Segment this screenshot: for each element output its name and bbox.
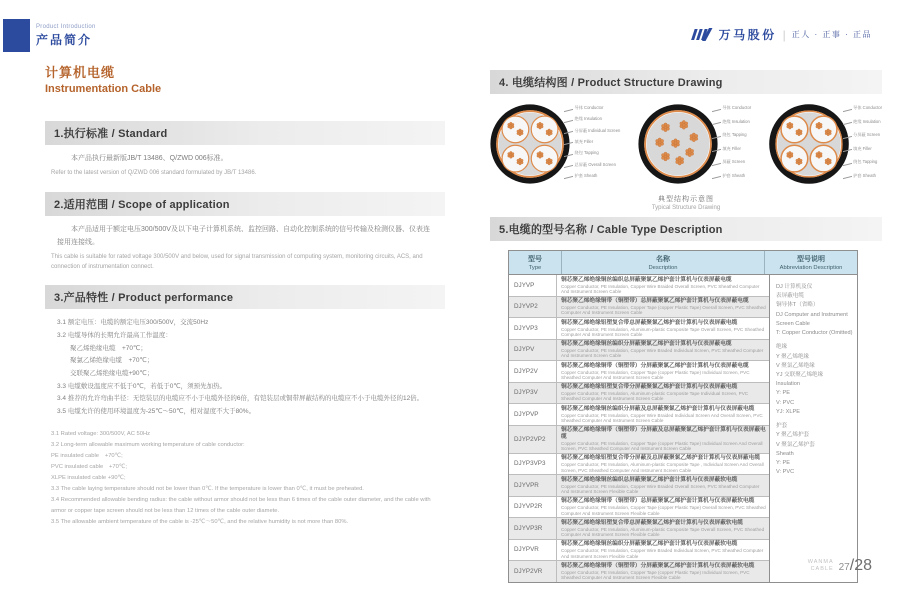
- table-row: [509, 561, 770, 582]
- diagram-caption: [490, 194, 882, 211]
- leader-line: [712, 118, 721, 125]
- wanma-logo-icon: [689, 28, 713, 41]
- diagram-label: 导体 Conductor: [712, 105, 751, 111]
- cable-description-en: Copper Conductor, PE Insulation, Copper Tape (copper Plastic Tape) Individual Screen, PVC Sheathed Computer And Instrument Screen Flexible Cable: [561, 569, 750, 581]
- diagram-label: 总屏蔽 Overall Screen: [564, 162, 620, 168]
- cable-description-zh: 铜芯聚乙烯绝缘铜带（铜塑带）分屏蔽聚氯乙烯护套计算机与仪表屏蔽软电缆: [561, 562, 755, 569]
- cable-description-en: Copper Conductor, PE Insulation, Copper Wire Braided Overall Screen, PVC Sheathed Computer And Instrument Screen Flexible Cable: [561, 483, 760, 495]
- abbreviation-line: Sheath: [776, 450, 794, 457]
- leader-line: [712, 159, 721, 166]
- cable-description-en: Copper Conductor, PE Insulation, Copper Wire Braided Overall Screen, PVC Sheathed Computer And Instrument Screen Cable: [561, 283, 760, 294]
- cable-type-code: DJYP2VP2: [509, 426, 557, 453]
- company-logo: [689, 26, 872, 43]
- abbreviation-line: Y 聚乙烯绝缘: [776, 353, 810, 360]
- diagram-label: 导体 Conductor: [564, 105, 620, 111]
- cable-diagram-multicore: [638, 101, 751, 191]
- performance-item-zh: 3.2 电缆导体的长期允许最高工作温度：: [57, 331, 172, 339]
- leader-line: [712, 172, 721, 179]
- cable-description-zh: 铜芯聚乙烯绝缘铜带（铜塑带）分屏蔽及总屏蔽聚氯乙烯护套计算机与仪表屏蔽电缆: [561, 427, 766, 440]
- leader-line: [564, 116, 573, 123]
- cable-type-code: DJYPV: [509, 340, 557, 361]
- diagram-label: 绕包 Tapping: [843, 159, 882, 165]
- section-heading-performance: 3.产品特性 / Product performance: [45, 285, 445, 309]
- footer-brand-bottom: CABLE: [810, 566, 834, 572]
- table-row: [509, 540, 770, 562]
- cable-type-code: DJYP3VP3: [509, 454, 557, 475]
- performance-item-en: PVC insulated cable +70℃;: [51, 463, 127, 470]
- abbreviation-line: V 聚氯乙烯护套: [776, 441, 815, 448]
- cable-type-code: DJYP3V: [509, 383, 557, 404]
- section-heading-scope: 2.适用范围 / Scope of application: [45, 192, 445, 216]
- performance-item-zh: 3.1 额定电压：电缆的额定电压300/500V，交流50Hz: [57, 319, 209, 327]
- diagram-label: 填充 Filler: [843, 146, 882, 152]
- cable-type-code: DJYP2VR: [509, 561, 557, 582]
- abbreviation-line: 表屏蔽电缆: [776, 293, 804, 300]
- table-row: [509, 454, 770, 476]
- abbreviation-line: Insulation: [776, 381, 800, 388]
- abbreviation-line: V: PVC: [776, 399, 795, 406]
- diagram-caption-zh: 典型结构示意图: [658, 196, 714, 203]
- page-section-header: [36, 24, 96, 48]
- cable-description-cell: [557, 297, 770, 318]
- performance-item-en: 3.4 Recommended allowable bending radius: the cable without armor should not be less than 6 times of the cable outer diameter, and the cable with armor or copper tape screen should not be less than 12 times of the cable outer diamete.: [51, 496, 433, 514]
- cable-type-code: DJYPVR: [509, 540, 557, 561]
- cable-cross-section-icon: [769, 104, 849, 184]
- performance-item-zh: 聚氯乙烯绝缘电缆 +70℃；: [57, 357, 154, 365]
- cable-description-cell: [557, 561, 770, 582]
- logo-separator: |: [782, 27, 786, 42]
- cable-description-zh: 铜芯聚乙烯绝缘铝塑复合带总屏蔽聚氯乙烯护套计算机与仪表屏蔽软电缆: [561, 519, 743, 526]
- leader-line: [843, 172, 852, 179]
- cable-description-cell: [557, 340, 770, 361]
- abbreviation-line: Y 聚乙烯护套: [776, 432, 810, 439]
- abbreviation-line: DJ Computer and Instrument: [776, 311, 848, 318]
- cable-description-en: Copper Conductor, PE Insulation, Aluminum-plastic Composite Tape , Individual Screen And Overall Screen, PVC Sheathed Computer And Instrument Screen Cable: [561, 462, 764, 473]
- cable-type-code: DJYVP3R: [509, 518, 557, 539]
- column-header-abbreviation: [765, 251, 857, 274]
- abbreviation-line: T: Copper Conductor (Omitted): [776, 330, 853, 337]
- abbreviation-line: 绝缘: [776, 344, 788, 351]
- cable-description-en: Copper Conductor, PE Insulation, Aluminum-plastic Composite Tape Individual Screen, PVC Sheathed Computer And Instrument Screen Cable: [561, 391, 749, 402]
- cable-description-cell: [557, 361, 770, 382]
- table-row: [509, 426, 770, 454]
- abbreviation-line: V 聚氯乙烯绝缘: [776, 362, 815, 369]
- cable-type-code: DJYVP: [509, 275, 557, 296]
- diagram-label: 分屏蔽 Screen: [843, 132, 882, 138]
- cable-description-zh: 铜芯聚乙烯绝缘铝塑复合带分屏蔽及总屏蔽聚氯乙烯护套计算机与仪表屏蔽电缆: [561, 455, 761, 462]
- diagram-label: 填充 Filler: [564, 139, 620, 145]
- cable-description-cell: [557, 318, 770, 339]
- cable-type-code: DJYP2V: [509, 361, 557, 382]
- page-footer: [808, 557, 872, 575]
- cable-type-code: DJYPVP: [509, 404, 557, 425]
- diagram-labels: [564, 101, 620, 179]
- performance-item-en: XLPE insulated cable +90℃;: [51, 474, 126, 481]
- performance-item-en: 3.2 Long-term allowable maximum working temperature of cable conductor:: [51, 441, 245, 448]
- footer-brand-top: WANMA: [807, 559, 834, 566]
- section-heading-structure: 4. 电缆结构图 / Product Structure Drawing: [490, 70, 882, 94]
- leader-line: [843, 104, 852, 111]
- leader-line: [843, 159, 852, 166]
- company-name: 万马股份: [718, 28, 777, 42]
- table-row: [509, 518, 770, 540]
- cable-description-cell: [557, 475, 770, 496]
- cable-description-cell: [557, 454, 770, 475]
- cable-description-cell: [557, 497, 770, 518]
- cable-description-zh: 铜芯聚乙烯绝缘铝塑复合带总屏蔽聚氯乙烯护套计算机与仪表屏蔽电缆: [561, 319, 738, 326]
- cable-type-code: DJYVP2R: [509, 497, 557, 518]
- performance-list-zh: [57, 317, 441, 418]
- cable-description-cell: [557, 426, 770, 453]
- corner-brand-square: [3, 19, 30, 52]
- section-title-zh: 产品简介: [36, 33, 93, 47]
- cable-description-zh: 铜芯聚乙烯绝缘铜带（铜塑带）总屏蔽聚氯乙烯护套计算机与仪表屏蔽电缆: [561, 298, 749, 304]
- table-body: [509, 275, 857, 582]
- cable-description-zh: 铜芯聚乙烯绝缘铜丝编织总屏蔽聚氯乙烯护套计算机与仪表屏蔽软电缆: [561, 476, 738, 483]
- column-header-description: [562, 251, 765, 274]
- cable-description-en: Copper Conductor, PE Insulation, Copper Wire Braded Individual Screen, PVC Sheathed Computer And Instrument Screen Cable: [561, 348, 764, 359]
- section-eyebrow: Product Introduction: [36, 24, 96, 30]
- abbreviation-line: V: PVC: [776, 469, 795, 476]
- cable-type-code: DJYVP3: [509, 318, 557, 339]
- page-number-total: /28: [849, 557, 872, 574]
- abbreviation-line: YJ 交联聚乙烯绝缘: [776, 371, 824, 378]
- cable-description-zh: 铜芯聚乙烯绝缘铜丝编织分屏蔽及总屏蔽聚氯乙烯护套计算机与仪表屏蔽电缆: [561, 405, 755, 412]
- column-header-description-zh: 名称: [656, 256, 670, 263]
- standard-text-zh: 本产品执行最新版JB/T 13486、Q/ZWD 006标准。: [57, 155, 228, 162]
- performance-item-en: PE insulated cable +70℃;: [51, 452, 123, 459]
- diagram-label: 护套 Sheath: [564, 173, 620, 179]
- leader-line: [843, 132, 852, 139]
- table-row: [509, 318, 770, 340]
- leader-line: [564, 172, 573, 179]
- cable-type-code: DJYVP2: [509, 297, 557, 318]
- abbreviation-line: DJ 计算机及仪: [776, 284, 813, 290]
- column-header-abbreviation-zh: 型号说明: [797, 256, 825, 263]
- page-number: [839, 557, 872, 575]
- leader-line: [843, 118, 852, 125]
- diagram-labels: [843, 101, 882, 179]
- diagram-label: 导体 Conductor: [843, 105, 882, 111]
- cable-description-cell: [557, 275, 770, 296]
- table-row: [509, 297, 770, 319]
- cable-description-zh: 铜芯聚乙烯绝缘铜带（铜塑带）分屏蔽聚氯乙烯护套计算机与仪表屏蔽电缆: [561, 362, 749, 369]
- product-title-en: Instrumentation Cable: [45, 83, 162, 95]
- diagram-label: 绝缘 Insulation: [564, 116, 620, 122]
- cable-description-zh: 铜芯聚乙烯绝缘铜丝编织分屏蔽聚氯乙烯护套计算机与仪表屏蔽电缆: [561, 341, 732, 347]
- leader-line: [564, 150, 573, 157]
- performance-item-zh: 聚乙烯绝缘电缆 +70℃；: [57, 344, 147, 352]
- leader-line: [843, 145, 852, 152]
- cable-description-cell: [557, 540, 770, 561]
- diagram-label: 绝缘 Insulation: [712, 119, 751, 125]
- cable-description-zh: 铜芯聚乙烯绝缘铜丝编织总屏蔽聚氯乙烯护套计算机与仪表屏蔽电缆: [561, 276, 732, 283]
- footer-brand: [808, 559, 834, 573]
- abbreviation-line: 铜导体T（省略）: [776, 302, 819, 309]
- performance-item-en: 3.3 The cable laying temperature should not be lower than 0℃. If the temperature is lower than 0℃, it must be preheated.: [51, 485, 364, 492]
- abbreviation-line: Y: PE: [776, 459, 790, 466]
- scope-text-zh: 本产品适用于额定电压300/500V及以下电子计算机系统、监控回路、自动化控制系统的信号传输及检测仪器、仪表连接用连接线。: [57, 226, 430, 246]
- leader-line: [564, 127, 573, 134]
- cable-type-code: DJYVPR: [509, 475, 557, 496]
- diagram-labels: [712, 101, 751, 179]
- leader-line: [564, 138, 573, 145]
- performance-item-en: 3.1 Rated voltage: 300/500V, AC 50Hz: [51, 430, 151, 437]
- column-header-abbreviation-en: Abbreviation Description: [779, 265, 843, 271]
- section-heading-types: 5.电缆的型号名称 / Cable Type Description: [490, 217, 882, 241]
- cable-description-en: Copper Conductor, PE Insulation, Aluminum-plastic Composite Tape Overall Screen, PVC Sheathed Computer And Instrument Screen Cable: [561, 326, 765, 337]
- cable-description-zh: 铜芯聚乙烯绝缘铝塑复合带分屏蔽聚氯乙烯护套计算机与仪表屏蔽电缆: [561, 384, 738, 390]
- diagram-label: 护套 Sheath: [712, 173, 751, 179]
- table-row: [509, 275, 770, 297]
- performance-list-en: [51, 429, 441, 528]
- cable-description-en: Copper Conductor, PE Insulation, Aluminum-plastic Composite Tape Overall Screen, PVC Sheathed Computer And Instrument Screen Flexible Cable: [561, 526, 765, 538]
- table-rows: [509, 275, 770, 582]
- cable-diagram-individual: [769, 101, 882, 191]
- table-row: [509, 361, 770, 383]
- diagram-label: 绝缘 Insulation: [843, 119, 882, 125]
- cable-description-cell: [557, 518, 770, 539]
- diagram-label: 绕包 Tapping: [712, 132, 751, 138]
- abbreviation-line: YJ: XLPE: [776, 408, 800, 415]
- cable-description-cell: [557, 404, 770, 425]
- abbreviation-line: Screen Cable: [776, 320, 810, 327]
- diagram-label: 绕包 Tapping: [564, 150, 620, 156]
- table-row: [509, 475, 770, 497]
- leader-line: [564, 161, 573, 168]
- cable-description-zh: 铜芯聚乙烯绝缘铜丝编织分屏蔽聚氯乙烯护套计算机与仪表屏蔽软电缆: [561, 541, 738, 548]
- section-heading-standard: 1.执行标准 / Standard: [45, 121, 445, 145]
- column-header-type-en: Type: [528, 265, 542, 271]
- diagram-label: 屏蔽 Screen: [712, 159, 751, 165]
- performance-item-zh: 3.4 推荐的允许弯曲半径：无铠装层的电缆应不小于电缆外径的6倍，有铠装层或铜带屏蔽结构的电缆应不小于电缆外径的12倍。: [57, 395, 424, 403]
- column-header-description-en: Description: [648, 265, 678, 271]
- leader-line: [712, 132, 721, 139]
- cable-cross-section-icon: [638, 104, 718, 184]
- left-column: [45, 62, 445, 528]
- performance-item-zh: 3.5 电缆允许的使用环境温度为-25℃～50℃，相对湿度不大于80%。: [57, 407, 256, 415]
- leader-line: [564, 104, 573, 111]
- scope-text-en: This cable is suitable for rated voltage 300/500V and below, used for signal transmission of computing system, monitoring circuits, ACS, and connection of instrumentation connect.: [51, 253, 423, 271]
- performance-item-en: 3.5 The allowable ambient temperature of the cable is -25℃～50℃, and the relative humidity is not more than 80%.: [51, 518, 349, 525]
- diagram-label: 分屏蔽 Individual Screen: [564, 128, 620, 134]
- cable-description-en: Copper Conductor, PE Insulation, Copper Wire Braded Individual Screen, PVC Sheathed Computer And Instrument Screen Flexible Cable: [561, 548, 764, 559]
- table-row: [509, 404, 770, 426]
- table-row: [509, 497, 770, 519]
- cable-description-en: Copper Conductor, PE Insulation, Copper Tape (copper Plastic Tape) Individual Screen, PVC Sheathed Computer And Instrument Screen Cable: [561, 369, 750, 380]
- column-header-type: [509, 251, 562, 274]
- structure-diagrams: [490, 101, 882, 191]
- table-header-row: [509, 251, 857, 275]
- performance-item-zh: 3.3 电缆敷设温度应不低于0℃，若低于0℃，须预先加热。: [57, 382, 227, 390]
- abbreviation-line: Y: PE: [776, 390, 790, 397]
- standard-text-en: Refer to the latest version of Q/ZWD 006 standard formulated by JB/T 13486.: [51, 169, 257, 176]
- cable-type-table: [508, 250, 858, 583]
- cable-description-en: Copper Conductor, PE Insulation, Copper Wire Braided Individual Screen And Overall Screen, PVC Sheathed Computer And Instrument Screen Cable: [561, 412, 763, 423]
- diagram-label: 护套 Sheath: [843, 173, 882, 179]
- cable-description-en: Copper Conductor, PE Insulation, Copper Tape (copper Plastic Tape) Overall Screen, PVC Sheathed Computer And Instrument Screen Cable: [561, 305, 766, 316]
- cable-cross-section-icon: [490, 104, 570, 184]
- cable-description-zh: 铜芯聚乙烯绝缘铜带（铜塑带）总屏蔽聚氯乙烯护套计算机与仪表屏蔽软电缆: [561, 498, 755, 505]
- page-number-current: 27: [838, 562, 850, 573]
- product-title-zh: 计算机电缆: [45, 65, 116, 80]
- table-row: [509, 383, 770, 405]
- column-header-type-zh: 型号: [528, 256, 542, 263]
- cable-diagram-individual-overall: [490, 101, 620, 191]
- cable-description-en: Copper Conductor, PE Insulation, Copper Tape (copper Plastic Tape) Individual Screen And Overall Screen, PVC Sheathed Computer And Instrument Screen Cable: [561, 440, 763, 452]
- company-slogan: 正人 · 正事 · 正品: [791, 30, 872, 39]
- abbreviation-line: 护套: [776, 423, 788, 430]
- abbreviation-cell: [769, 275, 857, 582]
- leader-line: [712, 145, 721, 152]
- performance-item-zh: 交联聚乙烯绝缘电缆+90℃；: [57, 369, 154, 377]
- right-column: [490, 70, 882, 583]
- cable-description-en: Copper Conductor, PE Insulation, Copper Tape (copper Plastic Tape) Overall Screen, PVC Sheathed Computer And Instrument Screen Flexible Cable: [561, 505, 766, 516]
- table-row: [509, 340, 770, 362]
- leader-line: [712, 104, 721, 111]
- diagram-label: 填充 Filler: [712, 146, 751, 152]
- diagram-caption-en: Typical Structure Drawing: [651, 205, 721, 211]
- cable-description-cell: [557, 383, 770, 404]
